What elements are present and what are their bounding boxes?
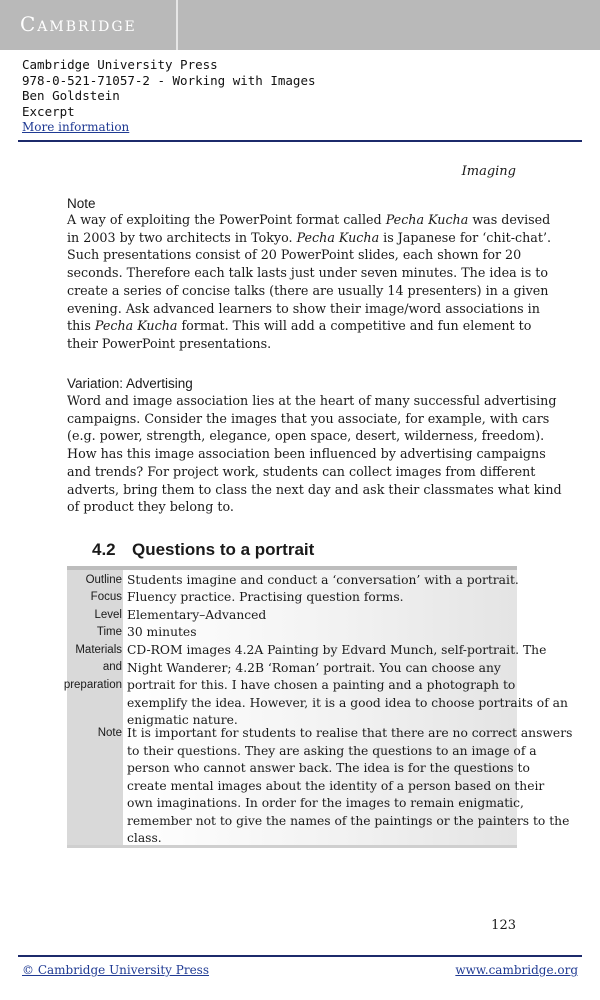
variation-paragraph bbox=[67, 392, 562, 516]
page-number: 123 bbox=[491, 918, 516, 933]
label-focus: Focus bbox=[90, 591, 122, 603]
value-focus: Fluency practice. Practising question forms. bbox=[127, 590, 404, 604]
note-line: create a series of concise talks (there are usually 14 presenters) in a given bbox=[67, 282, 549, 298]
publisher: Cambridge University Press bbox=[22, 57, 218, 72]
label-outline: Outline bbox=[85, 574, 122, 586]
value-note: It is important for students to realise that there are no correct answers to their questions. They are asking the questions to an image of a person who cannot answer back. The idea is for the questions to create mental images about the identity of a person based on their own imaginations. In order for the images to remain enigmatic, remember not to give the names of the paintings or the painters to the class. bbox=[127, 726, 573, 845]
value-materials-preparation: CD-ROM images 4.2A Painting by Edvard Munch, self-portrait. The Night Wanderer; 4.2B ‘Roman’ portrait. You can choose any portrait for this. I have chosen a painting and a photograph to exemplify the idea. However, it is a good idea to choose portraits of an enigmatic nature. bbox=[127, 643, 568, 727]
label-preparation: preparation bbox=[63, 679, 122, 691]
label-level: Level bbox=[94, 609, 122, 621]
more-information-link[interactable]: More information bbox=[22, 120, 130, 134]
isbn-title: 978-0-521-71057-2 - Working with Images bbox=[22, 72, 316, 88]
value-outline: Students imagine and conduct a ‘conversation’ with a portrait. bbox=[127, 573, 519, 587]
note-line: in 2003 by two architects in Tokyo. Pecha Kucha is Japanese for ‘chit-chat’. bbox=[67, 229, 552, 245]
note-line: evening. Ask advanced learners to show their image/word associations in bbox=[67, 300, 540, 316]
note-line: Such presentations consist of 20 PowerPoint slides, each shown for 20 bbox=[67, 247, 522, 263]
section-number: 4.2 bbox=[92, 540, 116, 559]
author: Ben Goldstein bbox=[22, 88, 120, 103]
variation-line: of product they belong to. bbox=[67, 499, 234, 515]
cambridge-logo: Cambridge bbox=[20, 12, 137, 36]
top-rule bbox=[18, 140, 582, 142]
book-metadata bbox=[22, 57, 316, 136]
label-time: Time bbox=[96, 626, 122, 638]
variation-line: How has this image association been influenced by advertising campaigns bbox=[67, 446, 546, 462]
value-time: 30 minutes bbox=[127, 625, 197, 639]
variation-line: (e.g. power, strength, elegance, open space, desert, wilderness, freedom). bbox=[67, 428, 545, 444]
variation-line: Word and image association lies at the heart of many successful advertising bbox=[67, 393, 557, 408]
value-level: Elementary–Advanced bbox=[127, 608, 267, 622]
note-line: this Pecha Kucha format. This will add a competitive and fun element to bbox=[67, 318, 532, 334]
copyright-link[interactable]: © Cambridge University Press bbox=[22, 963, 210, 977]
note-line: seconds. Therefore each talk lasts just under seven minutes. The idea is to bbox=[67, 265, 549, 281]
note-heading: Note bbox=[67, 196, 96, 211]
variation-line: adverts, bring them to class the next day and ask their classmates what kind bbox=[67, 481, 562, 497]
label-and: and bbox=[102, 661, 122, 673]
variation-line: and trends? For project work, students can collect images from different bbox=[67, 463, 536, 479]
section-title-text: Questions to a portrait bbox=[132, 540, 315, 559]
label-note: Note bbox=[97, 727, 122, 739]
section-title bbox=[92, 540, 314, 560]
variation-line: campaigns. Consider the images that you associate, for example, with cars bbox=[67, 410, 550, 426]
excerpt-label: Excerpt bbox=[22, 103, 75, 119]
variation-heading: Variation: Advertising bbox=[67, 376, 193, 391]
running-head: Imaging bbox=[461, 164, 516, 179]
note-line: A way of exploiting the PowerPoint format called Pecha Kucha was devised bbox=[67, 212, 551, 227]
bottom-rule bbox=[18, 955, 582, 957]
note-line: their PowerPoint presentations. bbox=[67, 335, 272, 351]
note-paragraph bbox=[67, 211, 552, 353]
website-link[interactable]: www.cambridge.org bbox=[455, 963, 578, 977]
label-materials: Materials bbox=[75, 644, 122, 656]
header-divider bbox=[176, 0, 178, 50]
